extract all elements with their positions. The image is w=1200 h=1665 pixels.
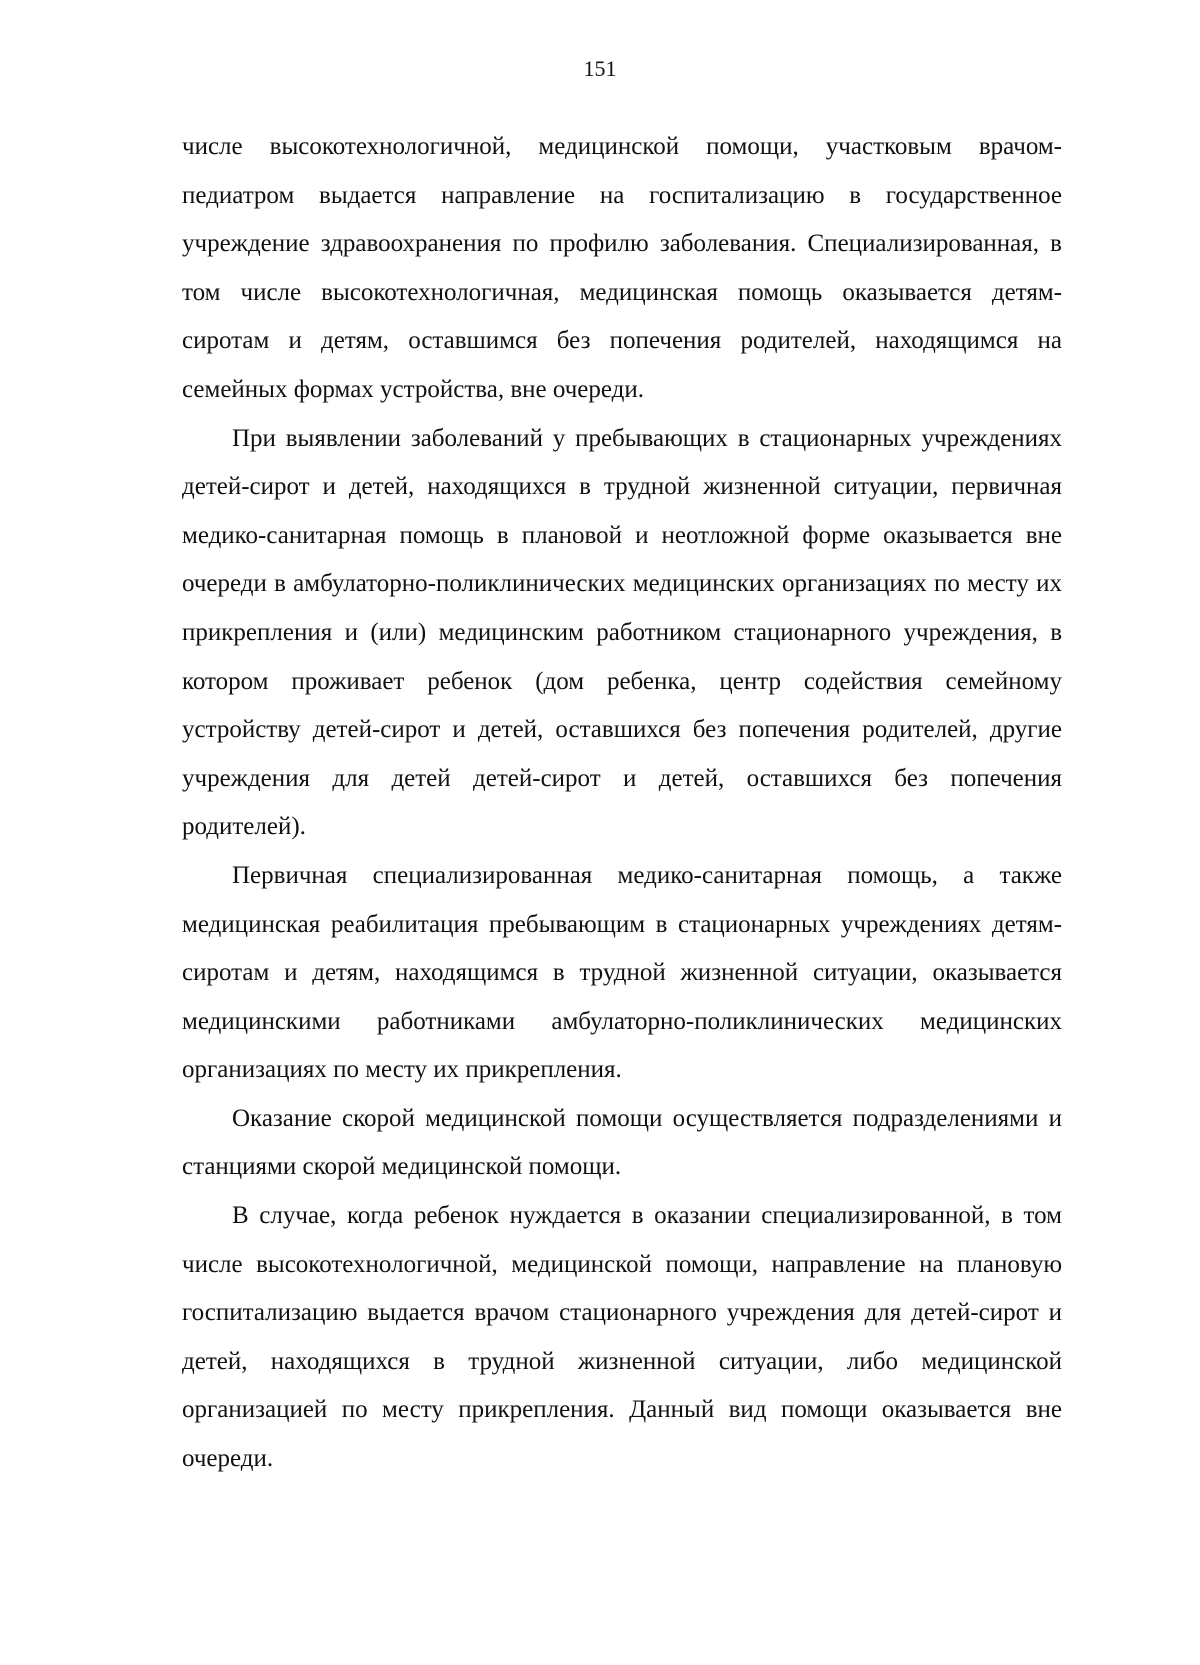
paragraph-specialized-care: Первичная специализированная медико-санитарная помощь, а также медицинская реабилитация пребывающим в стационарных учреждениях детям-сиротам и детям, находящимся в трудной жизненной ситуации, оказывается медицинскими работниками амбулаторно-поликлинических медицинских организациях по месту их прикрепления. — [182, 861, 1062, 1084]
paragraph-continuation: числе высокотехнологичной, медицинской помощи, участковым врачом-педиатром выдается направление на госпитализацию в государственное учреждение здравоохранения по профилю заболевания. Специализированная, в том числе высокотехнологичная, медицинская помощь оказывается детям-сиротам и детям, оставшимся без попечения родителей, находящимся на семейных формах устройства, вне очереди. — [182, 133, 1062, 403]
paragraph-emergency-care: Оказание скорой медицинской помощи осуществляется подразделениями и станциями скорой медицинской помощи. — [182, 1104, 1062, 1181]
page-number: 151 — [583, 56, 617, 81]
paragraph-hospitalization-referral: В случае, когда ребенок нуждается в оказании специализированной, в том числе высокотехнологичной, медицинской помощи, направление на плановую госпитализацию выдается врачом стационарного учреждения для детей-сирот и детей, находящихся в трудной жизненной ситуации, либо медицинской организацией по месту прикрепления. Данный вид помощи оказывается вне очереди. — [182, 1202, 1062, 1473]
document-body — [182, 123, 1062, 1484]
paragraph-orphans-primary-care: При выявлении заболеваний у пребывающих в стационарных учреждениях детей-сирот и детей, находящихся в трудной жизненной ситуации, первичная медико-санитарная помощь в плановой и неотложной форме оказывается вне очереди в амбулаторно-поликлинических медицинских организациях по месту их прикрепления и (или) медицинским работником стационарного учреждения, в котором проживает ребенок (дом ребенка, центр содействия семейному устройству детей-сирот и детей, оставшихся без попечения родителей, другие учреждения для детей детей-сирот и детей, оставшихся без попечения родителей). — [182, 424, 1062, 841]
